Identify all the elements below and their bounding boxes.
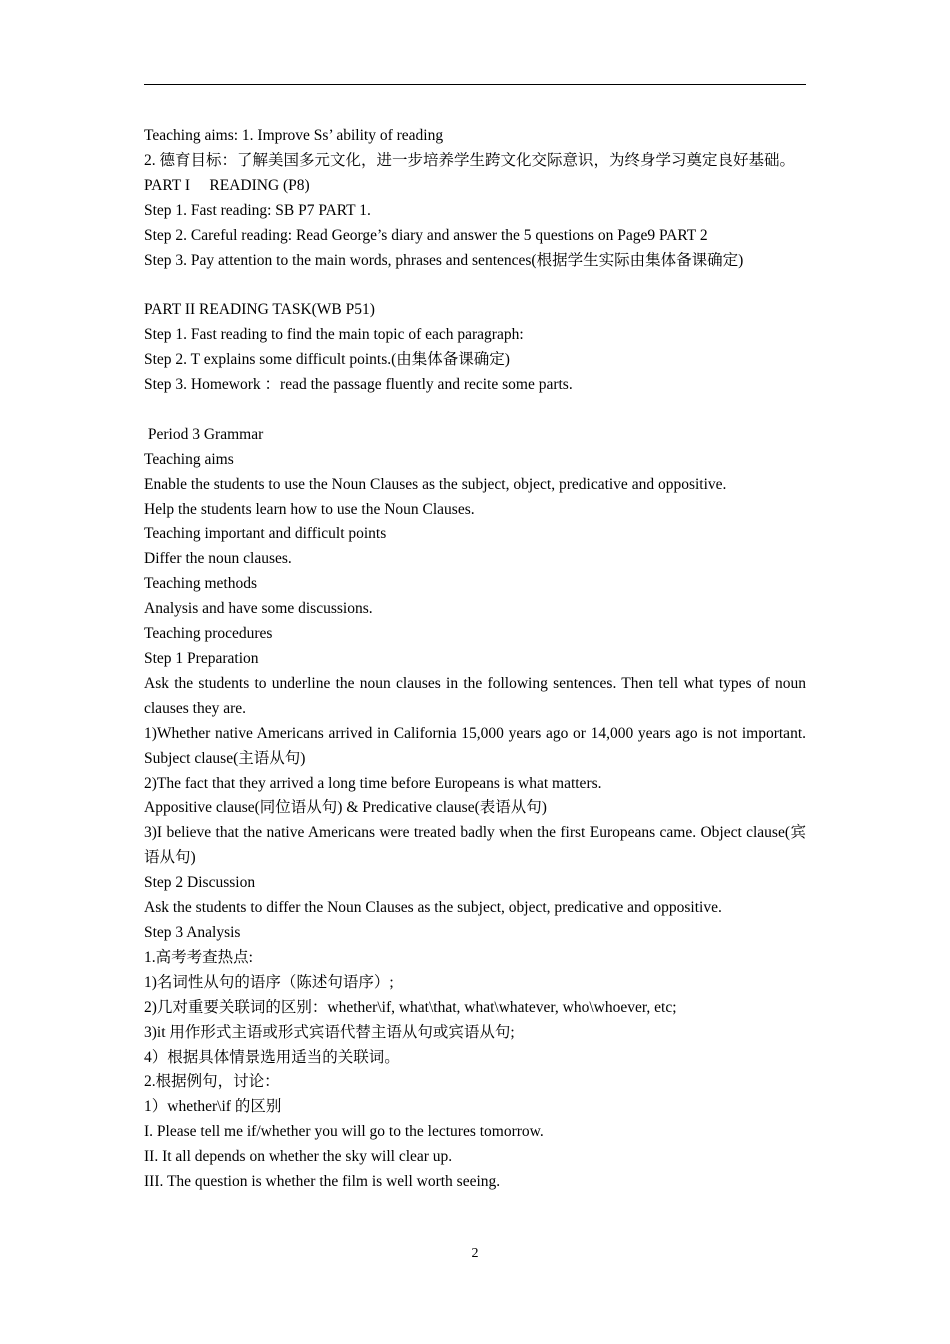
- text-line: Step 3 Analysis: [144, 923, 241, 941]
- text-line: Step 1. Fast reading to find the main topic of each paragraph:: [144, 326, 524, 344]
- text-line: 1）whether\if 的区别: [144, 1098, 282, 1116]
- text-line: Ask the students to differ the Noun Clauses as the subject, object, predicative and oppositive.: [144, 899, 722, 917]
- text-line: Step 2. Careful reading: Read George’s diary and answer the 5 questions on Page9 PART 2: [144, 226, 708, 244]
- text-line: 3)it 用作形式主语或形式宾语代替主语从句或宾语从句;: [144, 1023, 515, 1041]
- text-line: Help the students learn how to use the Noun Clauses.: [144, 500, 475, 518]
- blank-line: [144, 273, 806, 298]
- text-line: Step 2. T explains some difficult points.(由集体备课确定): [144, 351, 510, 369]
- text-line: Ask the students to underline the noun clauses in the following sentences. Then tell what types of noun clauses they are.: [144, 674, 806, 717]
- text-line: Step 3. Homework ：read the passage fluently and recite some parts.: [144, 376, 573, 394]
- text-line: PART II READING TASK(WB P51): [144, 301, 375, 319]
- text-line: 1)名词性从句的语序（陈述句语序）;: [144, 973, 394, 991]
- section-heading: Period 3 Grammar: [144, 425, 264, 443]
- text-line: Teaching aims: [144, 450, 234, 468]
- text-line: 1.高考考查热点:: [144, 948, 253, 966]
- text-line: Enable the students to use the Noun Clauses as the subject, object, predicative and oppositive.: [144, 475, 727, 493]
- page-number: 2: [471, 1246, 479, 1261]
- text-line: III. The question is whether the film is well worth seeing.: [144, 1173, 501, 1191]
- page-body: [144, 124, 806, 1195]
- text-line: Step 1. Fast reading: SB P7 PART 1.: [144, 201, 371, 219]
- text-line: 2.根据例句，讨论：: [144, 1073, 280, 1091]
- text-line: Step 3. Pay attention to the main words, phrases and sentences(根据学生实际由集体备课确定): [144, 251, 744, 269]
- text-line: Differ the noun clauses.: [144, 550, 292, 568]
- text-line: Step 1 Preparation: [144, 650, 259, 667]
- text-line: Step 2 Discussion: [144, 874, 256, 892]
- text-line: PART I READING (P8): [144, 176, 310, 194]
- header-rule: [144, 84, 806, 85]
- text-line: 1)Whether native Americans arrived in California 15,000 years ago or 14,000 years ago is not important. Subject clause(主语从句): [144, 724, 806, 767]
- text-line: II. It all depends on whether the sky will clear up.: [144, 1148, 453, 1166]
- text-line: Analysis and have some discussions.: [144, 600, 373, 618]
- text-line: 3)I believe that the native Americans were treated badly when the first Europeans came. Object clause(宾语从句): [144, 824, 806, 867]
- text-line: Teaching methods: [144, 575, 257, 593]
- text-line: 2)The fact that they arrived a long time before Europeans is what matters.: [144, 774, 602, 792]
- text-line: 2. 德育目标：了解美国多元文化，进一步培养学生跨文化交际意识，为终身学习奠定良好基础。: [144, 151, 796, 169]
- text-line: 2)几对重要关联词的区别：whether\if, what\that, what\whatever, who\whoever, etc;: [144, 998, 677, 1016]
- text-line: 4）根据具体情景选用适当的关联词。: [144, 1048, 400, 1066]
- text-line: Teaching important and difficult points: [144, 525, 387, 543]
- text-line: I. Please tell me if/whether you will go to the lectures tomorrow.: [144, 1123, 544, 1141]
- blank-line: [144, 398, 806, 423]
- text-line: Teaching procedures: [144, 625, 273, 643]
- text-line: Teaching aims: 1. Improve Ss’ ability of reading: [144, 127, 444, 144]
- text-line: Appositive clause(同位语从句) & Predicative clause(表语从句): [144, 799, 547, 817]
